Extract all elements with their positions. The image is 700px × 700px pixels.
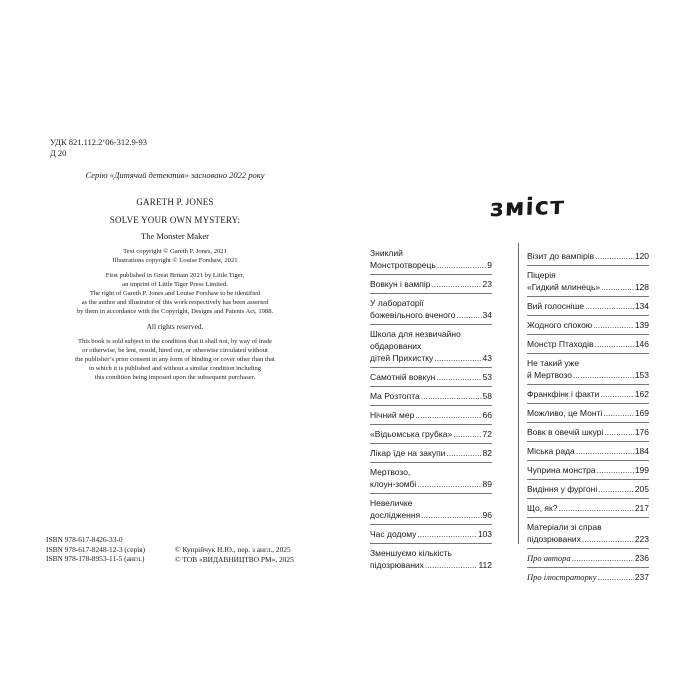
toc-entry — [370, 406, 492, 425]
toc-page-number: 146 — [634, 339, 649, 349]
toc-entry — [370, 368, 492, 387]
illustrations-copyright: Illustrations copyright © Louise Forshaw, 2021 — [112, 257, 238, 264]
toc-dot-leader — [593, 319, 634, 331]
isbn-block — [46, 535, 145, 564]
toc-entry — [370, 463, 492, 494]
toc-dot-leader — [434, 352, 481, 364]
toc-entry — [527, 461, 649, 480]
toc-entry-title: божевільного вченого — [370, 310, 456, 320]
toc-page-number: 53 — [482, 372, 492, 382]
toc-entry — [527, 549, 649, 568]
toc-entry-title-line: Школа для незвичайно — [370, 329, 461, 339]
toc-entry-title: Видіння у фургоні — [527, 484, 598, 494]
toc-divider — [518, 243, 519, 544]
toc-entry-title-line: обдарованих — [370, 341, 422, 351]
toc-entry-title-line: Зниклий — [370, 248, 403, 258]
toc-entry-title-line: У лабораторії — [370, 298, 424, 308]
toc-dot-leader — [601, 281, 634, 293]
condition-line: This book is sold subject to the condition that it shall not, by way of trade — [77, 338, 273, 345]
title-en: SOLVE YOUR OWN MYSTERY: — [109, 215, 241, 225]
publication-line: First published in Great Britain 2021 by Little Tiger, — [105, 272, 245, 279]
toc-page-number: 120 — [634, 251, 649, 261]
toc-entry-title: Вий голосніше — [527, 301, 585, 311]
toc-entry-title-line: Мертвозо, — [370, 467, 411, 477]
toc-entry-title: Чуприна монстра — [527, 465, 596, 475]
toc-dot-leader — [573, 369, 634, 381]
toc-entry — [370, 275, 492, 294]
toc-entry — [527, 385, 649, 404]
toc-entry — [370, 325, 492, 368]
toc-dot-leader — [425, 559, 478, 571]
toc-page-number: 23 — [482, 279, 492, 289]
toc-entry-title: Ма Розтопта — [370, 391, 420, 401]
toc-entry — [370, 244, 492, 275]
toc-dot-leader — [456, 309, 481, 321]
toc-entry-title: Що, як? — [527, 503, 558, 513]
toc-page-number: 82 — [482, 448, 492, 458]
series-note: Серію «Дитячий детектив» засновано 2022 року — [85, 170, 265, 180]
toc-entry — [527, 354, 649, 385]
condition-line: the publisher’s prior consent in any form of binding or cover other than that — [75, 356, 275, 363]
toc-dot-leader — [421, 390, 482, 402]
toc-page-number: 112 — [478, 560, 492, 570]
toc-dot-leader — [598, 483, 634, 495]
toc-dot-leader — [436, 371, 481, 383]
toc-entry — [527, 499, 649, 518]
toc-dot-leader — [603, 407, 633, 419]
toc-entry-title: й Мертвозо — [527, 370, 573, 380]
condition-line: or otherwise, be lent, resold, hired out, or otherwise circulated without — [82, 347, 268, 354]
toc-entry — [527, 335, 649, 354]
toc-page-number: 34 — [482, 310, 492, 320]
toc-entry-title-line: Невеличке — [370, 498, 413, 508]
toc-entry — [527, 247, 649, 266]
toc-title: зміст — [489, 191, 566, 223]
toc-entry-title: Вовк в овечій шкурі — [527, 427, 604, 437]
toc-entry-title: Лікар їде на закупи — [370, 448, 446, 458]
toc-dot-leader — [437, 259, 486, 271]
toc-entry-title: дітей Прихистку — [370, 353, 434, 363]
toc-entry-title: підозрюваних — [370, 560, 424, 570]
toc-entry-title: Візит до вампірів — [527, 251, 595, 261]
toc-entry — [370, 525, 492, 544]
toc-dot-leader — [432, 278, 482, 290]
toc-entry — [370, 444, 492, 463]
toc-page-number: 134 — [634, 301, 649, 311]
toc-dot-leader — [585, 300, 634, 312]
toc-entry-title: Жодного спокою — [527, 320, 593, 330]
toc-page-number: 217 — [634, 503, 649, 513]
toc-entry — [527, 518, 649, 549]
copyright-line: © ТОВ «ВИДАВНИЦТВО РМ», 2025 — [175, 555, 294, 564]
publication-line: The right of Gareth P. Jones and Louise Forshaw to be identified — [89, 290, 261, 297]
toc-page-number: 176 — [634, 427, 649, 437]
toc-page-number: 43 — [482, 353, 492, 363]
udk-line: Д 20 — [50, 147, 67, 158]
subtitle-en: The Monster Maker — [141, 231, 209, 241]
toc-dot-leader — [597, 464, 634, 476]
toc-entry — [527, 316, 649, 335]
udk-line: УДК 821.112.2’06-312.9-93 — [50, 137, 148, 147]
author-en: GARETH P. JONES — [136, 197, 214, 207]
toc-entry-title: Міська рада — [527, 446, 575, 456]
toc-dot-leader — [417, 478, 481, 490]
toc-page-number: 153 — [634, 370, 649, 380]
toc-entry-title: Нічний мер — [370, 410, 415, 420]
toc-dot-leader — [600, 388, 633, 400]
toc-entry-title-line: Зменшуємо кількість — [370, 548, 452, 558]
udk-classification — [50, 137, 147, 158]
toc-entry-title: «Відьомська грубка» — [370, 429, 453, 439]
rights-statement: All rights reserved. — [146, 322, 204, 331]
toc-page-number: 184 — [634, 446, 649, 456]
toc-entry-title: клоун-зомбі — [370, 479, 417, 489]
toc-entry — [527, 297, 649, 316]
toc-entry — [370, 494, 492, 525]
toc-dot-leader — [453, 428, 481, 440]
toc-entry — [370, 544, 492, 574]
toc-entry — [527, 404, 649, 423]
publication-line: as the author and illustrator of this work respectively has been asserted — [81, 299, 269, 306]
toc-entry — [370, 425, 492, 444]
toc-entry-title: дослідження — [370, 510, 421, 520]
publication-line: an imprint of Little Tiger Press Limited. — [122, 281, 228, 288]
toc-page-number: 9 — [487, 260, 492, 270]
toc-entry-title: Монстр Птаходів — [527, 339, 594, 349]
toc-entry-title: Вовкун і вампір — [370, 279, 431, 289]
toc-dot-leader — [446, 447, 481, 459]
toc-entry — [370, 387, 492, 406]
isbn-line: ISBN 978-178-8953-11-5 (англ.) — [46, 554, 145, 563]
toc-entry — [527, 480, 649, 499]
text-copyright: Text copyright © Gareth P. Jones, 2021 — [123, 248, 227, 255]
copyright-line: © Купрійчук Н.Ю., пер. з англ., 2025 — [175, 545, 291, 554]
toc-entry-title: Монстротворець — [370, 260, 436, 270]
toc-entry-title: Про ілюстраторку — [527, 572, 597, 582]
toc-page-number: 223 — [634, 534, 649, 544]
toc-dot-leader — [558, 502, 633, 514]
toc-dot-leader — [582, 533, 634, 545]
toc-entry-title: Франкфінк і факти — [527, 389, 600, 399]
toc-page-number: 199 — [634, 465, 649, 475]
publication-line: by them in accordance with the Copyright, Designs and Patents Act, 1988. — [76, 308, 274, 315]
condition-line: in which it is published and without a similar condition including — [88, 365, 262, 372]
toc-entry-title: Самотній вовкун — [370, 372, 436, 382]
copyright-ua — [175, 545, 294, 565]
toc-entry-title-line: Не такий уже — [527, 358, 580, 368]
toc-entry-title: Про автора — [527, 553, 571, 563]
toc-column-left — [370, 244, 492, 574]
toc-page-number: 205 — [634, 484, 649, 494]
toc-dot-leader — [417, 528, 476, 540]
toc-dot-leader — [421, 509, 481, 521]
toc-entry — [370, 294, 492, 325]
isbn-line: ISBN 978-617-8426-33-0 — [46, 535, 123, 544]
right-page — [350, 0, 700, 700]
toc-page-number: 96 — [482, 510, 492, 520]
toc-page-number: 162 — [634, 389, 649, 399]
toc-dot-leader — [598, 571, 634, 583]
isbn-line: ISBN 978-617-8248-12-3 (серія) — [46, 544, 146, 554]
toc-entry-title: Час додому — [370, 529, 417, 539]
toc-entry-title-line: Піцерія — [527, 270, 556, 280]
toc-page-number: 236 — [634, 553, 649, 563]
toc-entry-title: підозрюваних — [527, 534, 581, 544]
toc-dot-leader — [572, 552, 634, 564]
toc-entry — [527, 423, 649, 442]
english-credits — [30, 196, 320, 382]
toc-entry — [527, 442, 649, 461]
toc-entry-title: Можливо, це Монті — [527, 408, 603, 418]
toc-page-number: 72 — [482, 429, 492, 439]
toc-page-number: 66 — [482, 410, 492, 420]
toc-dot-leader — [595, 250, 634, 262]
toc-page-number: 237 — [634, 572, 649, 582]
toc-entry — [527, 568, 649, 586]
toc-page-number: 103 — [477, 529, 492, 539]
toc-dot-leader — [576, 445, 634, 457]
toc-dot-leader — [415, 409, 481, 421]
toc-dot-leader — [595, 338, 634, 350]
toc-entry-title-line: Матеріали зі справ — [527, 522, 602, 532]
toc-dot-leader — [604, 426, 634, 438]
toc-page-number: 128 — [634, 282, 649, 292]
toc-page-number: 89 — [482, 479, 492, 489]
toc-entry — [527, 266, 649, 297]
toc-column-right — [527, 247, 649, 586]
toc-entry-title: «Гидкий млинець» — [527, 282, 601, 292]
toc-page-number: 58 — [482, 391, 492, 401]
toc-page-number: 139 — [634, 320, 649, 330]
toc-page-number: 169 — [634, 408, 649, 418]
condition-line: this condition being imposed upon the subsequent purchaser. — [94, 374, 256, 381]
